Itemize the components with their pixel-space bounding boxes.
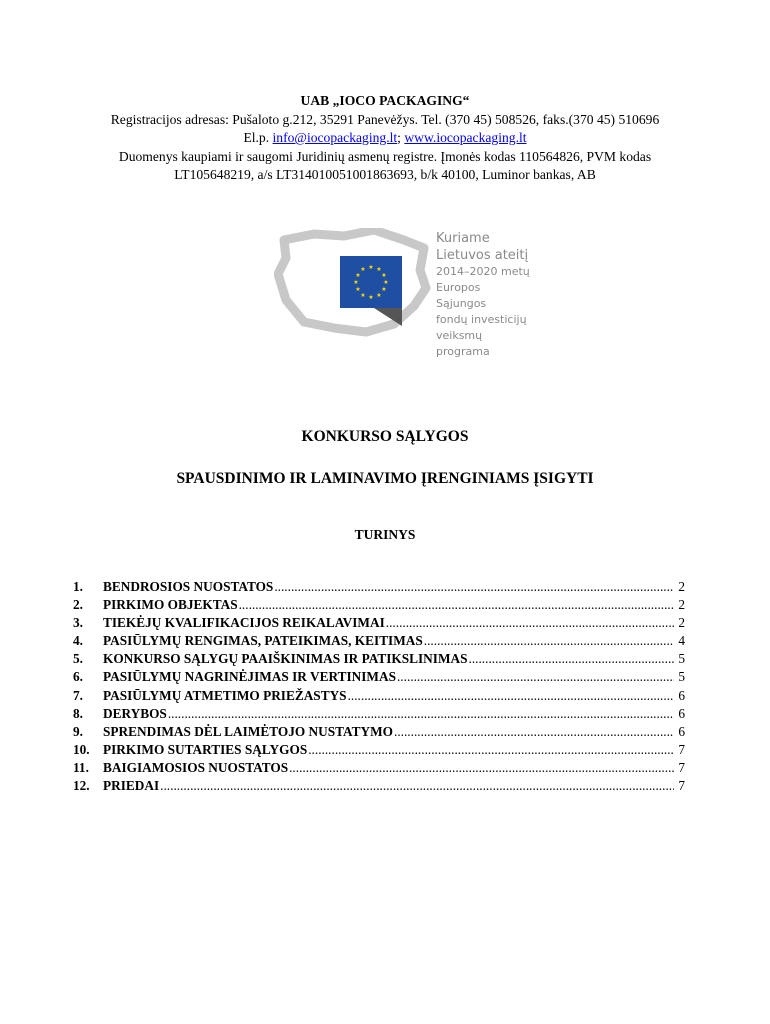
toc-item-label: TIEKĖJŲ KVALIFIKACIJOS REIKALAVIMAI [103,615,385,631]
toc-item-number: 12. [73,778,90,794]
toc-item-label: BENDROSIOS NUOSTATOS [103,579,274,594]
toc-item-leader [160,777,674,795]
toc-item[interactable] [73,687,685,705]
toc-item-number: 1. [73,579,83,594]
toc-item-leader [239,596,674,614]
toc-item-number: 11. [73,759,89,775]
logo-line-4: Europos Sąjungos [436,281,487,310]
svg-text:★: ★ [376,266,382,273]
svg-text:★: ★ [381,272,387,279]
toc-item-page: 5 [678,651,685,667]
logo-line-6: veiksmų programa [436,329,490,358]
toc-item-page: 7 [678,741,685,757]
toc-item-number: 10. [73,741,90,757]
document-header [0,92,770,185]
website-link[interactable]: www.iocopackaging.lt [404,130,527,145]
toc-item-label: PASIŪLYMŲ ATMETIMO PRIEŽASTYS [103,687,347,703]
svg-text:★: ★ [381,286,387,293]
toc-item[interactable] [73,668,685,686]
toc-item[interactable] [73,741,685,759]
table-of-contents [73,578,685,795]
toc-item-leader [348,687,674,705]
toc-item-number: 8. [73,705,83,721]
svg-text:★: ★ [360,292,366,299]
toc-item[interactable] [73,777,685,795]
toc-item-label: DERYBOS [103,705,167,721]
email-link[interactable]: info@iocopackaging.lt [272,130,398,145]
toc-item[interactable] [73,614,685,632]
toc-item-page: 2 [678,579,685,594]
document-subtitle: SPAUSDINIMO IR LAMINAVIMO ĮRENGINIAMS ĮSIGYTI [176,470,594,487]
lithuania-map-eu-flag-icon [274,228,434,338]
toc-item[interactable] [73,650,685,668]
toc-item-page: 7 [678,778,685,794]
toc-item-number: 3. [73,615,83,631]
contact-line [0,129,770,148]
toc-item-leader [394,723,674,741]
logo-line-1: Kuriame [436,231,490,246]
toc-title: TURINYS [354,527,416,542]
svg-text:★: ★ [368,294,374,301]
toc-item[interactable] [73,759,685,777]
registry-line-1: Duomenys kaupiami ir saugomi Juridinių asmenų registre. Įmonės kodas 110564826, PVM kodas [118,148,652,164]
document-title: KONKURSO SĄLYGOS [301,428,469,445]
toc-item[interactable] [73,705,685,723]
logo-text [436,230,534,360]
registration-address: Registracijos adresas: Pušaloto g.212, 35291 Panevėžys. Tel. (370 45) 508526, faks.(370 45) 510696 [110,111,660,127]
toc-item-label: PASIŪLYMŲ RENGIMAS, PATEIKIMAS, KEITIMAS [103,633,423,649]
toc-item-leader [274,578,674,596]
toc-item-page: 2 [678,615,685,631]
svg-text:★: ★ [368,264,374,271]
toc-item-leader [469,650,675,668]
toc-item-label: PIRKIMO OBJEKTAS [103,597,238,613]
toc-item-leader [289,759,674,777]
toc-item-label: SPRENDIMAS DĖL LAIMĖTOJO NUSTATYMO [103,723,393,739]
toc-item-label: BAIGIAMOSIOS NUOSTATOS [103,759,289,775]
toc-item[interactable] [73,723,685,741]
logo-line-3: 2014–2020 metų [436,265,530,278]
toc-item-number: 2. [73,597,83,613]
toc-item-number: 6. [73,669,83,685]
toc-item-page: 2 [678,597,685,613]
toc-item[interactable] [73,596,685,614]
toc-item-leader [424,632,674,650]
svg-text:★: ★ [360,266,366,273]
toc-item-page: 7 [678,759,685,775]
toc-item-number: 4. [73,633,83,649]
company-name: UAB „IOCO PACKAGING“ [300,93,470,108]
toc-item-label: PASIŪLYMŲ NAGRINĖJIMAS IR VERTINIMAS [103,669,396,685]
toc-item-label: PIRKIMO SUTARTIES SĄLYGOS [103,741,308,757]
email-prefix: El.p. [243,130,273,145]
toc-item-leader [386,614,674,632]
toc-item-label: PRIEDAI [103,778,160,794]
toc-item-page: 6 [678,687,685,703]
toc-item-leader [308,741,674,759]
toc-item[interactable] [73,578,685,596]
svg-text:★: ★ [376,292,382,299]
svg-text:★: ★ [355,286,361,293]
toc-item-leader [168,705,674,723]
svg-text:★: ★ [353,279,359,286]
svg-text:★: ★ [383,279,389,286]
eu-funds-logo [274,228,534,358]
toc-item[interactable] [73,632,685,650]
toc-item-leader [397,668,674,686]
toc-item-number: 9. [73,723,83,739]
svg-text:★: ★ [355,272,361,279]
toc-item-label: KONKURSO SĄLYGŲ PAAIŠKINIMAS IR PATIKSLINIMAS [103,651,468,667]
logo-line-5: fondų investicijų [436,313,527,326]
toc-item-page: 4 [678,633,685,649]
registry-line-2: LT105648219, a/s LT314010051001863693, b/k 40100, Luminor bankas, AB [174,167,596,182]
toc-item-page: 6 [678,723,685,739]
toc-item-number: 5. [73,651,83,667]
toc-item-page: 5 [678,669,685,685]
toc-item-page: 6 [678,705,685,721]
logo-line-2: Lietuvos ateitį [436,248,529,263]
contact-separator: ; [397,130,405,145]
toc-item-number: 7. [73,687,83,703]
